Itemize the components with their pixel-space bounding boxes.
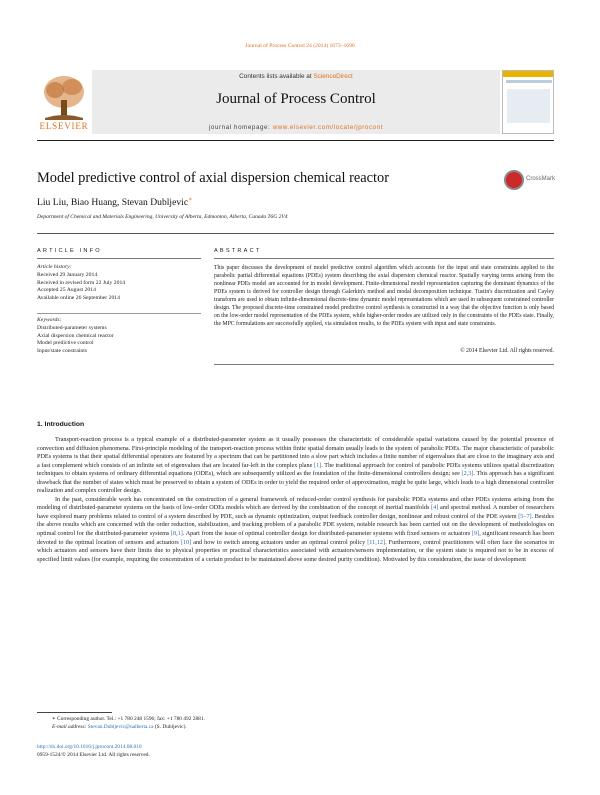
- text-run: , significant research has been devoted to the optimal location of sensors and actuators: [37, 530, 555, 546]
- citation-link[interactable]: [10]: [180, 538, 192, 546]
- issn-line: 0959-1524/© 2014 Elsevier Ltd. All rights reserved.: [37, 751, 150, 758]
- journal-homepage: [92, 124, 500, 131]
- article-info-rule: [37, 258, 201, 259]
- cover-title-bar: [506, 80, 552, 83]
- history-item: Received 29 January 2014: [37, 271, 98, 278]
- citation-link[interactable]: [11,12]: [367, 538, 386, 546]
- text-run: and how to switch among actuators under an optimal control policy: [191, 538, 368, 546]
- footnote-contact: Corresponding author. Tel.: +1 780 248 1596; fax: +1 780 492 2881.: [57, 716, 205, 722]
- citation-link[interactable]: [9]: [471, 530, 480, 538]
- author-list: [37, 196, 192, 208]
- text-run: . This approach has a significant drawback that the number of states which must be preserved to obtain a system of ODEs in order to yield the required order of approximation, might be quite large, which leads to a high dimensional controller realization and complex controller design.: [37, 470, 554, 495]
- cover-band: [503, 71, 553, 77]
- article-footer: [37, 744, 150, 759]
- footnote-line-2: [52, 724, 205, 732]
- contents-prefix: Contents lists available at: [239, 73, 314, 80]
- history-label: Article history:: [37, 264, 72, 270]
- corresponding-author-mark[interactable]: ∗: [188, 197, 193, 203]
- intro-paragraph-1: [37, 436, 554, 496]
- citation-link[interactable]: [4]: [431, 504, 439, 512]
- email-suffix: (S. Dubljevic).: [153, 723, 187, 730]
- introduction-heading: 1. Introduction: [37, 421, 85, 428]
- crossmark-icon[interactable]: [504, 170, 524, 190]
- citation-link[interactable]: [8,1]: [170, 530, 183, 538]
- abstract-rule: [214, 258, 554, 259]
- citation-link[interactable]: [5–7]: [518, 512, 532, 520]
- text-run: In the past, considerable work has concentrated on the construction of a general framework of reduced-order control synthesis for parabolic PDEs systems and other PDEs systems arising from the modeling of distributed-parameter systems on the basis of low-order ODEs models which are derived by the combination of the concept of inertial manifolds: [37, 495, 554, 512]
- keyword-item: Axial dispersion chemical reactor: [37, 332, 114, 339]
- citation-link[interactable]: [1]: [314, 461, 322, 469]
- keywords-label: Keywords:: [37, 317, 62, 323]
- citation-link[interactable]: [2,3]: [461, 470, 474, 478]
- homepage-link[interactable]: www.elsevier.com/locate/jprocont: [272, 124, 384, 131]
- abstract-heading: ABSTRACT: [214, 248, 262, 254]
- article-info-heading: ARTICLE INFO: [37, 248, 102, 254]
- text-run: . Besides the above results which are concerned with the order reduction, stabilization, and tracking problem of a parabolic PDE system, notable research has been carried out on the development of methodologies on optimal control for the distributed-parameter systems: [37, 512, 555, 538]
- keyword-item: Input/state constraints: [37, 348, 88, 355]
- section-rule: [37, 233, 554, 234]
- text-run: . Furthermore, control practitioners will often face the scenarios in which actuators and sensors have their limits due to physical properties or practical characteristics associated with actuators/sensors implementation, or the system state is required not to be in excess of specified limit values (for example, requiring the concentration of a certain product to be maintained above some desired purity condition). Motivated by this consideration, the issue of development: [37, 538, 554, 563]
- abstract-text: This paper discusses the development of model predictive control algorithm which accounts for the input and state constraints applied to the parabolic partial differential equations (PDEs) system describing the axial dispersion chemical reactor. Spatially varying terms arising from the nonlinear PDEs model are accounted for in model development. Finite-dimensional model representation capturing the dominant dynamics of the PDEs system is derived for controller design through Galerkin's method and modal decomposition technique. Tustin's discretization and Cayley transform are used to obtain infinite-dimensional discrete-time dynamic model representations which are used in subsequent constrained controller design. The proposed discrete-time constrained model predictive control synthesis is constructed in a way that the objective function is only based on the low-order model representation of the PDEs system, while higher-order modes are utilized only in the constraints of the PDEs state. Finally, the MPC formulations are successfully applied, via simulation results, to the PDEs system with input and state constraints.: [214, 265, 554, 327]
- journal-title: Journal of Process Control: [216, 91, 376, 107]
- keyword-item: Distributed-parameter systems: [37, 324, 107, 331]
- elsevier-logo-text: ELSEVIER: [39, 121, 89, 131]
- text-run: . The traditional approach for control of parabolic PDEs systems utilizes spatial discretization techniques to obtain systems of ordinary differential equations (ODEs), which are subsequently utilized as the foundation of the finite-dimensional controllers design; see: [37, 461, 554, 478]
- article-info-divider: [37, 313, 201, 314]
- introduction-body: [37, 436, 554, 564]
- crossmark-label[interactable]: CrossMark: [526, 176, 556, 182]
- journal-cover-thumbnail: [502, 70, 554, 134]
- footnote-mark: ∗: [52, 716, 56, 722]
- keyword-item: Model predictive control: [37, 340, 94, 347]
- copyright-notice: © 2014 Elsevier Ltd. All rights reserved.: [460, 348, 554, 354]
- doi-link[interactable]: http://dx.doi.org/10.1016/j.jprocont.2014.08.010: [37, 744, 142, 750]
- authors-text: Liu Liu, Biao Huang, Stevan Dubljevic: [37, 197, 189, 209]
- article-history: [37, 264, 201, 303]
- paper-title: Model predictive control of axial dispersion chemical reactor: [37, 170, 390, 186]
- sciencedirect-link[interactable]: ScienceDirect: [313, 73, 353, 80]
- journal-reference[interactable]: Journal of Process Control 24 (2014) 1673–1690: [245, 43, 355, 49]
- text-run: . Apart from the issue of optimal controller design for distributed-parameter systems with fixed sensors or actuators: [182, 530, 472, 538]
- email-label: E-mail address:: [52, 723, 87, 730]
- intro-paragraph-2: [37, 496, 554, 564]
- history-item: Received in revised form 22 July 2014: [37, 279, 126, 286]
- text-run: and spectral method. A number of researchers have explored many problems related to control of a system described by PDE, such as dynamic optimization, output feedback controller design, nonlinear and robust control of the PDE system: [37, 504, 554, 520]
- abstract-bottom-rule: [214, 364, 554, 365]
- footnote-rule: [37, 712, 112, 713]
- contents-line: [92, 73, 500, 80]
- corresponding-author-footnote: [52, 716, 205, 732]
- text-run: Transport-reaction process is a typical example of a distributed-parameter system as it usually possesses the characteristic of considerable spatial variations caused by the potential presence of convection and diffusion phenomena. First-principle modeling of the transport-reaction process within finite spatial domain usually leads to the system of parabolic PDEs. The major characteristic of parabolic PDEs systems is that their spatial differential operators are featured by a spectrum that can be partitioned into a slow part which includes a finite number of eigenvalues that are close to the imaginary axis and a fast complement which consists of an infinite set of eigenvalues that are located far-left in the complex plane: [37, 436, 554, 469]
- email-link[interactable]: Stevan.Dubljevic@ualberta.ca: [87, 723, 154, 730]
- cover-image: [507, 89, 550, 123]
- homepage-prefix: journal homepage:: [208, 124, 273, 131]
- history-item: Accepted 25 August 2014: [37, 287, 96, 294]
- history-item: Available online 26 September 2014: [37, 295, 120, 302]
- footnote-line-1: [52, 716, 205, 724]
- keywords: [37, 317, 201, 356]
- header-rule: [37, 140, 554, 141]
- affiliation: Department of Chemical and Materials Engineering, University of Alberta, Edmonton, Alberta, Canada T6G 2V4: [37, 214, 288, 220]
